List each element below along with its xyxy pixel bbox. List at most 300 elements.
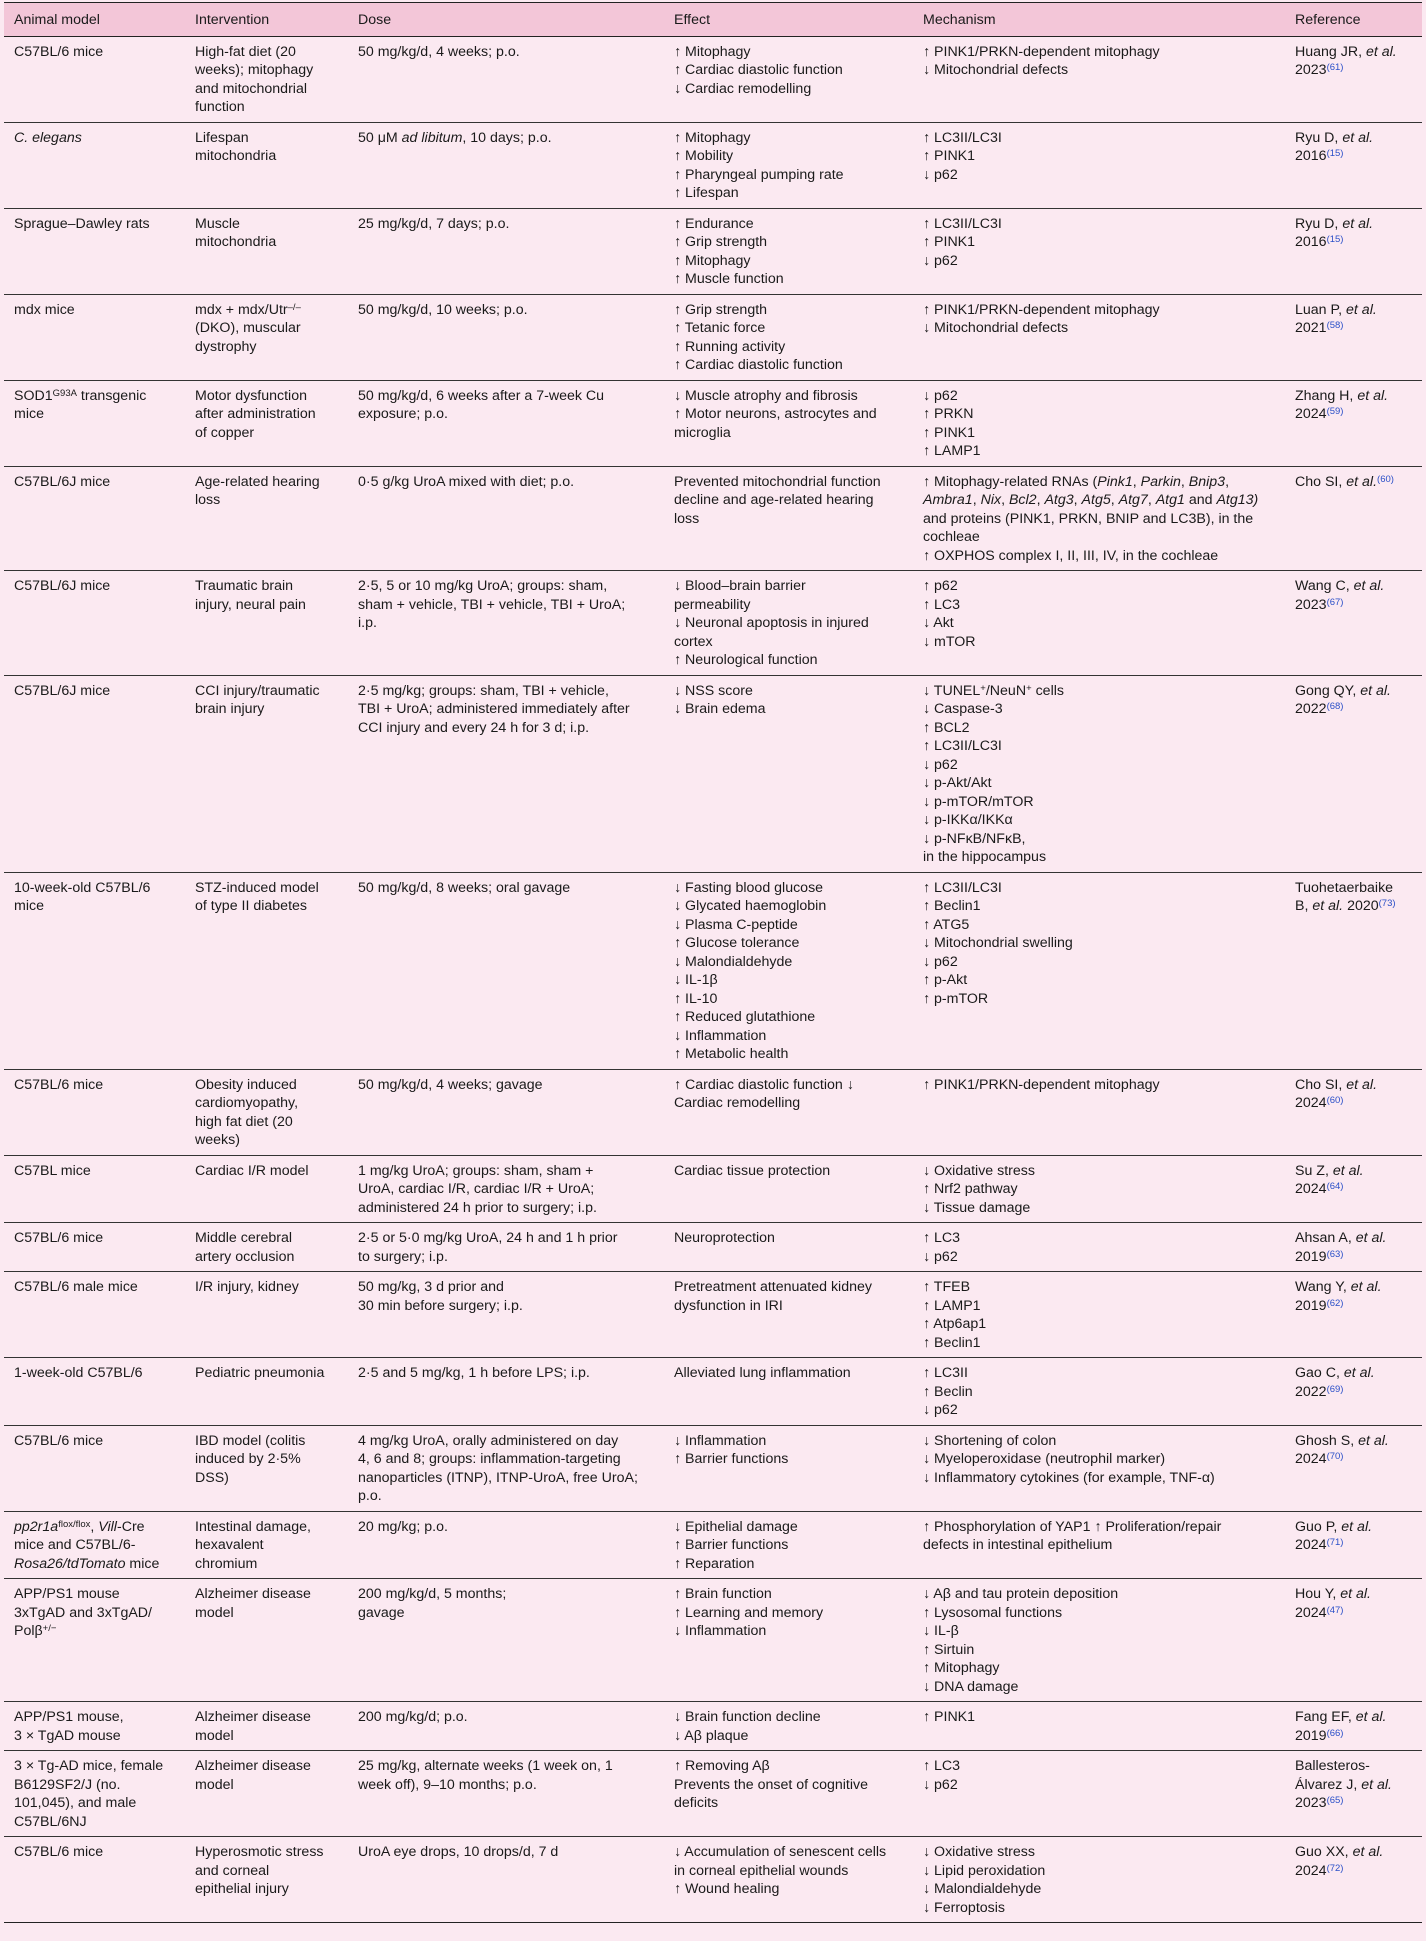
- table-row: [4, 1272, 1422, 1358]
- intervention-cell: [185, 36, 348, 122]
- citation-link[interactable]: (59): [1326, 406, 1344, 417]
- cell-line: ↓ Brain edema: [674, 701, 766, 717]
- cell-line: dysfunction in IRI: [674, 1297, 783, 1314]
- mechanism-cell: [913, 466, 1285, 571]
- intervention-cell: [185, 571, 348, 676]
- dose-cell: [348, 675, 664, 872]
- cell-line: 4, 6 and 8; groups: inflammation-targeting: [358, 1451, 621, 1467]
- table-row: [4, 294, 1422, 380]
- cell-line: ↑ Barrier functions: [674, 1537, 789, 1553]
- effect-cell: [664, 380, 913, 466]
- cell-line: ↓ Ferroptosis: [923, 1899, 1005, 1916]
- cell-line: C57BL mice: [14, 1162, 91, 1179]
- cell-line: Guo XX, et al.: [1295, 1844, 1384, 1860]
- cell-line: weeks); mitophagy: [195, 62, 314, 78]
- intervention-cell: [185, 1751, 348, 1837]
- header-intervention: Intervention: [185, 3, 348, 37]
- cell-line: cardiomyopathy,: [195, 1095, 299, 1111]
- animal-model-cell: [4, 1272, 185, 1358]
- cell-line: 2019$^{(66)}$: [1295, 1727, 1344, 1744]
- cell-line: ↓ Mitochondrial swelling: [923, 935, 1073, 951]
- cell-line: 50 mg/kg/d, 10 weeks; p.o.: [358, 301, 528, 318]
- cell-line: Muscle: [195, 215, 240, 232]
- cell-line: ↓ p62: [923, 166, 958, 183]
- citation-link[interactable]: (68): [1326, 701, 1344, 712]
- table-row: [4, 1702, 1422, 1751]
- cell-line: Rosa26/tdTomato mice: [14, 1555, 160, 1572]
- cell-line: 2024$^{(72)}$: [1295, 1862, 1344, 1879]
- dose-cell: [348, 1223, 664, 1272]
- cell-line: chromium: [195, 1555, 258, 1572]
- cell-line: ↓ IL-1β: [674, 972, 718, 988]
- cell-line: C57BL/6J mice: [14, 473, 111, 490]
- intervention-cell: [185, 1155, 348, 1223]
- citation-link[interactable]: (67): [1326, 596, 1344, 608]
- dose-cell: [348, 1702, 664, 1751]
- cell-line: Ryu D, et al.: [1295, 215, 1374, 232]
- intervention-cell: [185, 1579, 348, 1702]
- cell-line: sham + vehicle, TBI + vehicle, TBI + UroA;: [358, 596, 626, 613]
- cell-line: exposure; p.o.: [358, 406, 448, 422]
- cell-line: ↓ Fasting blood glucose: [674, 879, 824, 896]
- table-row: [4, 1155, 1422, 1223]
- citation-link[interactable]: (15): [1326, 234, 1344, 245]
- cell-line: ↑ Wound healing: [674, 1881, 780, 1897]
- citation-link[interactable]: (47): [1326, 1604, 1344, 1616]
- cell-line: 2024$^{(47)}$: [1295, 1604, 1344, 1621]
- mechanism-cell: [913, 571, 1285, 676]
- cell-line: ↑ Mitophagy: [674, 43, 751, 60]
- cell-line: ↑ PINK1/PRKN-dependent mitophagy: [923, 1076, 1160, 1093]
- cell-line: 2024$^{(70)}$: [1295, 1451, 1344, 1467]
- cell-line: of type II diabetes: [195, 898, 307, 914]
- cell-line: Polβ+/−: [14, 1623, 57, 1639]
- cell-line: in the hippocampus: [923, 849, 1047, 865]
- animal-model-cell: [4, 122, 185, 208]
- citation-link[interactable]: (65): [1326, 1795, 1344, 1806]
- cell-line: 3 × Tg-AD mice, female: [14, 1758, 164, 1774]
- citation-link[interactable]: (62): [1326, 1297, 1344, 1309]
- cell-line: ↑ Removing Aβ: [674, 1758, 770, 1774]
- cell-line: C57BL/6NJ: [14, 1813, 87, 1830]
- cell-line: C57BL/6 mice: [14, 43, 104, 60]
- intervention-cell: [185, 380, 348, 466]
- cell-line: ↓ p-Akt/Akt: [923, 775, 992, 791]
- intervention-cell: [185, 466, 348, 571]
- reference-cell: [1285, 571, 1422, 676]
- superscript: flox/flox: [58, 1518, 91, 1530]
- citation-link[interactable]: (72): [1326, 1862, 1344, 1874]
- citation-link[interactable]: (63): [1326, 1248, 1344, 1260]
- cell-line: ↑ LC3II/LC3I: [923, 215, 1002, 232]
- cell-line: 2022$^{(69)}$: [1295, 1383, 1344, 1400]
- cell-line: Hou Y, et al.: [1295, 1586, 1371, 1602]
- intervention-cell: [185, 1425, 348, 1511]
- mechanism-cell: [913, 294, 1285, 380]
- table-row: [4, 466, 1422, 571]
- cell-line: i.p.: [358, 615, 377, 631]
- cell-line: CCI injury/traumatic: [195, 682, 320, 699]
- cell-line: CCI injury and every 24 h for 3 d; i.p.: [358, 719, 590, 736]
- cell-line: ↑ p62: [923, 578, 958, 594]
- citation-link[interactable]: (69): [1326, 1383, 1344, 1395]
- cell-line: ↓ Malondialdehyde: [674, 953, 793, 970]
- cell-line: DSS): [195, 1469, 229, 1486]
- cell-line: 2023$^{(65)}$: [1295, 1795, 1344, 1811]
- cell-line: 200 mg/kg/d, 5 months;: [358, 1586, 507, 1602]
- mechanism-cell: [913, 1155, 1285, 1223]
- cell-line: deficits: [674, 1795, 719, 1811]
- cell-line: Guo P, et al.: [1295, 1518, 1373, 1535]
- citation-link[interactable]: (70): [1326, 1451, 1344, 1462]
- cell-line: C57BL/6 mice: [14, 1844, 104, 1860]
- cell-line: Pretreatment attenuated kidney: [674, 1279, 872, 1295]
- cell-line: ↓ Glycated haemoglobin: [674, 898, 827, 914]
- citation-link[interactable]: (71): [1326, 1537, 1344, 1548]
- cell-line: ↑ LAMP1: [923, 443, 981, 459]
- reference-cell: [1285, 1272, 1422, 1358]
- cell-line: 3xTgAD and 3xTgAD/: [14, 1604, 152, 1621]
- cell-line: epithelial injury: [195, 1881, 289, 1897]
- mechanism-cell: [913, 36, 1285, 122]
- effect-cell: [664, 571, 913, 676]
- cell-line: 4 mg/kg UroA, orally administered on day: [358, 1432, 619, 1449]
- cell-line: 50 mg/kg/d, 8 weeks; oral gavage: [358, 879, 571, 896]
- cell-line: week off), 9–10 months; p.o.: [358, 1776, 537, 1793]
- cell-line: ↓ Malondialdehyde: [923, 1881, 1042, 1897]
- cell-line: ↑ IL-10: [674, 990, 718, 1007]
- cell-line: ↓ p-IKKα/IKKα: [923, 812, 1013, 828]
- cell-line: Traumatic brain: [195, 578, 294, 594]
- cell-line: C57BL/6 mice: [14, 1076, 104, 1093]
- citation-link[interactable]: (66): [1326, 1727, 1344, 1739]
- cell-line: mice: [14, 898, 44, 914]
- cell-line: ↓ Epithelial damage: [674, 1518, 798, 1535]
- cell-line: Ryu D, et al.: [1295, 129, 1374, 146]
- reference-cell: [1285, 1425, 1422, 1511]
- reference-cell: [1285, 1579, 1422, 1702]
- cell-line: model: [195, 1727, 234, 1744]
- mechanism-cell: [913, 1751, 1285, 1837]
- cell-line: ↑ LC3: [923, 1758, 961, 1774]
- cell-line: microglia: [674, 424, 731, 441]
- cell-line: ↓ Aβ plaque: [674, 1727, 749, 1744]
- cell-line: ↑ Muscle function: [674, 271, 784, 287]
- cell-line: APP/PS1 mouse: [14, 1586, 120, 1602]
- dose-cell: [348, 466, 664, 571]
- mechanism-cell: [913, 1272, 1285, 1358]
- cell-line: ↑ Grip strength: [674, 301, 768, 318]
- table-row: [4, 1069, 1422, 1155]
- dose-cell: [348, 208, 664, 294]
- cell-line: UroA eye drops, 10 drops/d, 7 d: [358, 1844, 559, 1860]
- cell-line: ↓ Muscle atrophy and fibrosis: [674, 387, 858, 404]
- mechanism-cell: [913, 872, 1285, 1069]
- cell-line: model: [195, 1604, 234, 1621]
- cell-line: ↑ Cardiac diastolic function: [674, 357, 843, 373]
- cell-line: ↓ p62: [923, 1402, 958, 1418]
- cell-line: ↑ Mitophagy-related RNAs (Pink1, Parkin, Bnip3,: [923, 473, 1230, 490]
- cell-line: Huang JR, et al.: [1295, 43, 1397, 60]
- dose-cell: [348, 1272, 664, 1358]
- cell-line: 2019$^{(63)}$: [1295, 1248, 1344, 1265]
- cell-line: Ballesteros-: [1295, 1758, 1370, 1774]
- cell-line: and corneal: [195, 1862, 270, 1879]
- cell-line: 1 mg/kg UroA; groups: sham, sham +: [358, 1162, 594, 1179]
- cell-line: of copper: [195, 424, 255, 441]
- cell-line: ↓ p62: [923, 387, 958, 404]
- intervention-cell: [185, 1069, 348, 1155]
- cell-line: p.o.: [358, 1488, 382, 1504]
- cell-line: ↓ Inflammation: [674, 1623, 767, 1639]
- cell-line: cortex: [674, 633, 713, 650]
- cell-line: Obesity induced: [195, 1076, 297, 1093]
- cell-line: Middle cerebral: [195, 1230, 292, 1246]
- cell-line: ↓ Inflammation: [674, 1027, 767, 1044]
- animal-model-cell: [4, 208, 185, 294]
- intervention-cell: [185, 208, 348, 294]
- cell-line: C57BL/6 mice: [14, 1230, 104, 1246]
- cell-line: Cardiac tissue protection: [674, 1162, 831, 1179]
- cell-line: ↓ Lipid peroxidation: [923, 1862, 1046, 1879]
- cell-line: function: [195, 99, 245, 115]
- cell-line: ↑ OXPHOS complex I, II, III, IV, in the cochleae: [923, 547, 1219, 564]
- cell-line: ↑ Mitophagy: [674, 252, 751, 269]
- dose-cell: [348, 1837, 664, 1923]
- cell-line: ↑ Lysosomal functions: [923, 1604, 1063, 1621]
- citation-link[interactable]: (73): [1378, 898, 1396, 909]
- cell-line: ↓ Akt: [923, 615, 954, 631]
- cell-line: ↓ p62: [923, 953, 958, 970]
- cell-line: ↓ Cardiac remodelling: [674, 80, 812, 97]
- cell-line: 101,045), and male: [14, 1795, 137, 1811]
- cell-line: Ahsan A, et al.: [1295, 1230, 1387, 1246]
- cell-line: 50 mg/kg/d, 4 weeks; gavage: [358, 1076, 543, 1093]
- dose-cell: [348, 1358, 664, 1426]
- table-row: [4, 1358, 1422, 1426]
- cell-line: ↑ LC3: [923, 596, 961, 613]
- mechanism-cell: [913, 1223, 1285, 1272]
- cell-line: Lifespan: [195, 129, 249, 146]
- cell-line: ↑ PINK1/PRKN-dependent mitophagy: [923, 43, 1160, 60]
- cell-line: Alleviated lung inflammation: [674, 1365, 851, 1381]
- dose-cell: [348, 380, 664, 466]
- cell-line: hexavalent: [195, 1537, 264, 1553]
- animal-model-cell: [4, 1702, 185, 1751]
- cell-line: loss: [195, 492, 221, 508]
- table-row: [4, 208, 1422, 294]
- cell-line: IBD model (colitis: [195, 1432, 306, 1449]
- dose-cell: [348, 1511, 664, 1579]
- cell-line: induced by 2·5%: [195, 1451, 301, 1467]
- citation-link[interactable]: (60): [1377, 473, 1394, 485]
- cell-line: 2023$^{(61)}$: [1295, 62, 1344, 78]
- cell-line: ↓ Mitochondrial defects: [923, 62, 1069, 78]
- cell-line: 2022$^{(68)}$: [1295, 701, 1344, 717]
- cell-line: ↓ p62: [923, 252, 958, 269]
- citation-link[interactable]: (60): [1326, 1095, 1344, 1106]
- cell-line: ↑ LC3II/LC3I: [923, 129, 1002, 146]
- cell-line: Prevented mitochondrial function: [674, 473, 881, 490]
- cell-line: Fang EF, et al.: [1295, 1709, 1387, 1725]
- cell-line: Álvarez J, et al.: [1295, 1776, 1392, 1793]
- cell-line: Cho SI, et al.: [1295, 1076, 1378, 1093]
- cell-line: ↑ Pharyngeal pumping rate: [674, 166, 844, 183]
- cell-line: ↓ p62: [923, 756, 958, 773]
- mechanism-cell: [913, 1511, 1285, 1579]
- cell-line: ↓ Shortening of colon: [923, 1432, 1057, 1449]
- intervention-cell: [185, 872, 348, 1069]
- effect-cell: [664, 675, 913, 872]
- superscript: G93A: [52, 387, 77, 399]
- table-row: [4, 675, 1422, 872]
- citation-link[interactable]: (58): [1326, 320, 1344, 331]
- intervention-cell: [185, 1511, 348, 1579]
- dose-cell: [348, 1069, 664, 1155]
- cell-line: ↓ Inflammation: [674, 1432, 767, 1449]
- cell-line: ↑ LC3II/LC3I: [923, 879, 1002, 896]
- cell-line: mdx mice: [14, 301, 75, 318]
- cell-line: brain injury: [195, 701, 265, 717]
- cell-line: ↓ p-mTOR/mTOR: [923, 793, 1034, 810]
- cell-line: Alzheimer disease: [195, 1709, 311, 1725]
- cell-line: ↑ Grip strength: [674, 234, 768, 250]
- header-effect: Effect: [664, 3, 913, 37]
- cell-line: ↑ p-mTOR: [923, 990, 989, 1007]
- superscript: +: [1026, 682, 1032, 694]
- effect-cell: [664, 1702, 913, 1751]
- cell-line: 50 mg/kg, 3 d prior and: [358, 1279, 504, 1295]
- cell-line: ↑ PINK1: [923, 148, 976, 164]
- cell-line: Gong QY, et al.: [1295, 682, 1391, 699]
- animal-model-cell: [4, 36, 185, 122]
- cell-line: ↑ Beclin1: [923, 898, 981, 914]
- cell-line: ↑ Reparation: [674, 1555, 755, 1572]
- table-body: [4, 36, 1422, 1923]
- cell-line: Ghosh S, et al.: [1295, 1432, 1389, 1449]
- effect-cell: [664, 466, 913, 571]
- cell-line: in corneal epithelial wounds: [674, 1862, 849, 1879]
- cell-line: ↑ Learning and memory: [674, 1604, 824, 1621]
- cell-line: ↑ Atp6ap1: [923, 1316, 987, 1332]
- intervention-cell: [185, 675, 348, 872]
- cell-line: ↑ p-Akt: [923, 972, 968, 988]
- mechanism-cell: [913, 1579, 1285, 1702]
- dose-cell: [348, 1751, 664, 1837]
- data-table: [4, 2, 1422, 1923]
- mechanism-cell: [913, 380, 1285, 466]
- reference-cell: [1285, 208, 1422, 294]
- cell-line: ↑ Phosphorylation of YAP1 ↑ Proliferation/repair: [923, 1518, 1222, 1535]
- intervention-cell: [185, 1702, 348, 1751]
- cell-line: 2024$^{(60)}$: [1295, 1095, 1344, 1111]
- cell-line: Intestinal damage,: [195, 1518, 311, 1535]
- superscript: +: [980, 682, 986, 694]
- effect-cell: [664, 1425, 913, 1511]
- cell-line: mdx + mdx/Utr–/–: [195, 301, 301, 318]
- cell-line: Zhang H, et al.: [1295, 387, 1389, 404]
- cell-line: nanoparticles (ITNP), ITNP-UroA, free UroA;: [358, 1469, 638, 1486]
- reference-cell: [1285, 1837, 1422, 1923]
- cell-line: ↓ Inflammatory cytokines (for example, TNF-α): [923, 1469, 1215, 1486]
- cell-line: Hyperosmotic stress: [195, 1844, 324, 1860]
- cell-line: APP/PS1 mouse,: [14, 1709, 124, 1725]
- intervention-cell: [185, 122, 348, 208]
- animal-model-cell: [4, 1837, 185, 1923]
- reference-cell: [1285, 1223, 1422, 1272]
- cell-line: ↑ PRKN: [923, 406, 974, 422]
- mechanism-cell: [913, 1702, 1285, 1751]
- mechanism-cell: [913, 675, 1285, 872]
- cell-line: ↓ Myeloperoxidase (neutrophil marker): [923, 1451, 1166, 1467]
- cell-line: ↑ ATG5: [923, 916, 970, 933]
- header-animal-model: Animal model: [4, 3, 185, 37]
- intervention-cell: [185, 1223, 348, 1272]
- cell-line: TBI + UroA; administered immediately after: [358, 701, 630, 717]
- citation-link[interactable]: (61): [1326, 62, 1344, 73]
- cell-line: C. elegans: [14, 129, 82, 146]
- cell-line: ↑ Motor neurons, astrocytes and: [674, 406, 877, 422]
- reference-cell: [1285, 1751, 1422, 1837]
- table-row: [4, 571, 1422, 676]
- intervention-cell: [185, 294, 348, 380]
- animal-model-cell: [4, 1751, 185, 1837]
- citation-link[interactable]: (15): [1326, 148, 1344, 159]
- cell-line: ↑ Mobility: [674, 148, 734, 164]
- cell-line: ↓ Mitochondrial defects: [923, 320, 1069, 336]
- cell-line: ↓ mTOR: [923, 633, 976, 650]
- cell-line: Pediatric pneumonia: [195, 1365, 325, 1381]
- cell-line: Cardiac remodelling: [674, 1095, 801, 1111]
- reference-cell: [1285, 1511, 1422, 1579]
- cell-line: administered 24 h prior to surgery; i.p.: [358, 1199, 597, 1216]
- citation-link[interactable]: (64): [1326, 1181, 1344, 1192]
- cell-line: C57BL/6J mice: [14, 682, 111, 699]
- cell-line: ↑ Beclin: [923, 1383, 973, 1400]
- effect-cell: [664, 122, 913, 208]
- reference-cell: [1285, 1702, 1422, 1751]
- superscript: +/−: [42, 1623, 57, 1634]
- cell-line: Age-related hearing: [195, 473, 320, 490]
- effect-cell: [664, 1069, 913, 1155]
- effect-cell: [664, 1751, 913, 1837]
- effect-cell: [664, 1155, 913, 1223]
- cell-line: ↑ TFEB: [923, 1279, 971, 1295]
- cell-line: ↑ LC3II: [923, 1365, 968, 1381]
- cell-line: mitochondria: [195, 234, 277, 250]
- cell-line: 25 mg/kg/d, 7 days; p.o.: [358, 215, 510, 232]
- mechanism-cell: [913, 1069, 1285, 1155]
- cell-line: ↓ Tissue damage: [923, 1199, 1031, 1216]
- cell-line: C57BL/6J mice: [14, 578, 111, 594]
- cell-line: ↑ Nrf2 pathway: [923, 1181, 1018, 1197]
- cell-line: ↑ PINK1: [923, 1709, 976, 1725]
- cell-line: ↓ Caspase-3: [923, 701, 1003, 717]
- cell-line: 2016$^{(15)}$: [1295, 234, 1344, 250]
- cell-line: 2024$^{(59)}$: [1295, 406, 1344, 422]
- superscript: –/–: [287, 301, 301, 313]
- cell-line: 2·5, 5 or 10 mg/kg UroA; groups: sham,: [358, 578, 608, 594]
- cell-line: 2·5 mg/kg; groups: sham, TBI + vehicle,: [358, 682, 609, 699]
- cell-line: mice and C57BL/6-: [14, 1537, 136, 1553]
- cell-line: 20 mg/kg; p.o.: [358, 1518, 448, 1535]
- cell-line: ↑ Cardiac diastolic function: [674, 62, 843, 78]
- cell-line: 2·5 and 5 mg/kg, 1 h before LPS; i.p.: [358, 1365, 590, 1381]
- cell-line: Cardiac I/R model: [195, 1162, 309, 1179]
- cell-line: 2024$^{(64)}$: [1295, 1181, 1344, 1197]
- cell-line: ↓ p62: [923, 1248, 958, 1265]
- cell-line: 200 mg/kg/d; p.o.: [358, 1709, 468, 1725]
